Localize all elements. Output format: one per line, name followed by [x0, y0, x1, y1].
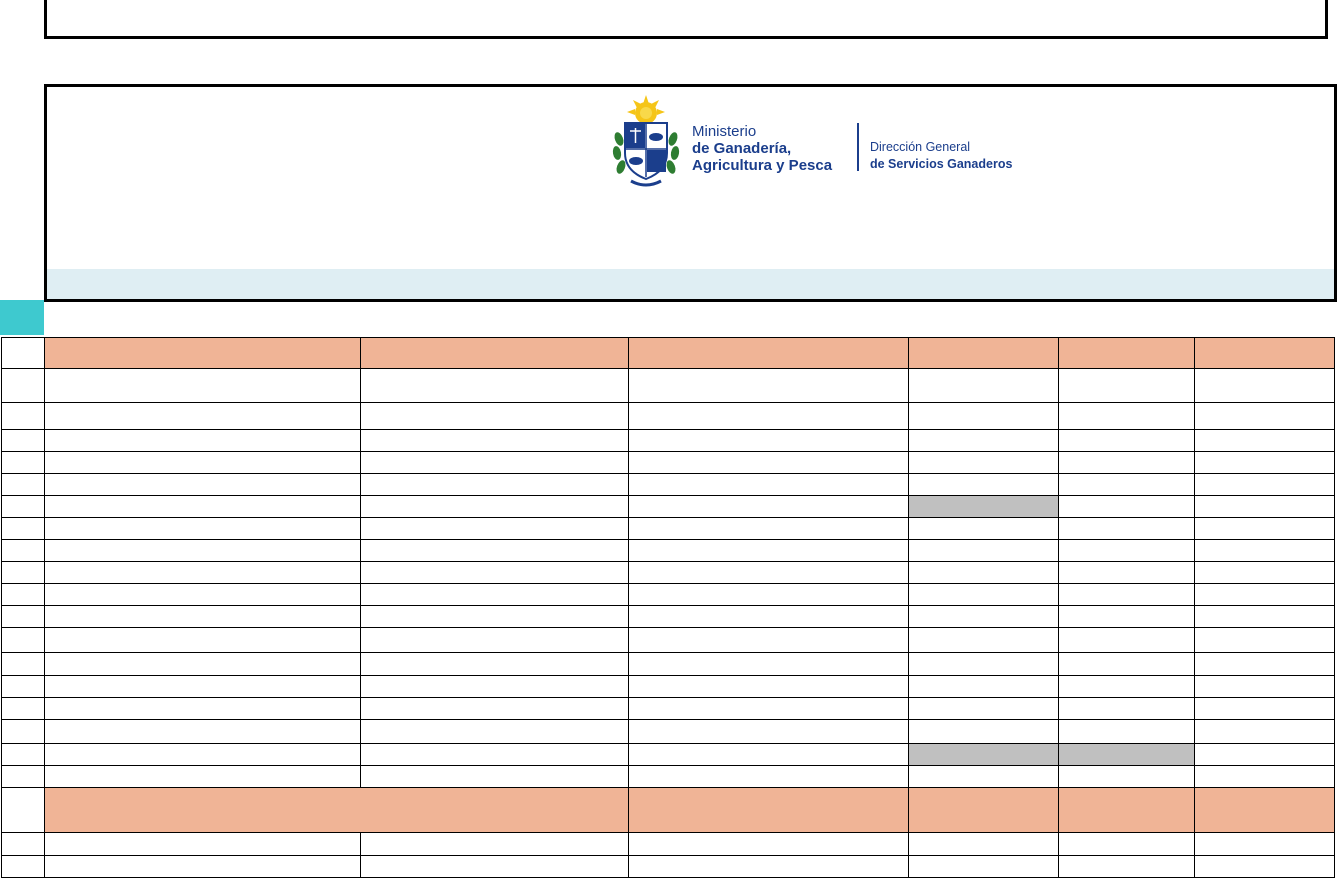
table-cell[interactable]: [361, 606, 629, 628]
row-number[interactable]: [1, 653, 45, 676]
column-header[interactable]: [909, 337, 1059, 369]
top-frame: [44, 0, 1328, 39]
table-cell[interactable]: [629, 856, 909, 878]
table-cell[interactable]: [45, 403, 361, 430]
table-cell[interactable]: [361, 628, 629, 653]
table-cell[interactable]: [1059, 452, 1195, 474]
table-cell[interactable]: [361, 744, 629, 766]
table-cell[interactable]: [361, 452, 629, 474]
coat-of-arms-icon: [601, 95, 691, 191]
table-cell[interactable]: [45, 584, 361, 606]
table-cell[interactable]: [909, 653, 1059, 676]
table-cell[interactable]: [1059, 720, 1195, 744]
row-number[interactable]: [1, 452, 45, 474]
ministry-line-1: Ministerio: [692, 123, 757, 140]
table-cell[interactable]: [629, 496, 909, 518]
row-number[interactable]: [1, 403, 45, 430]
row-number[interactable]: [1, 430, 45, 452]
table-cell[interactable]: [909, 430, 1059, 452]
table-cell[interactable]: [629, 744, 909, 766]
column-header[interactable]: [1195, 337, 1335, 369]
row-number[interactable]: [1, 606, 45, 628]
row-number[interactable]: [1, 698, 45, 720]
table-cell[interactable]: [361, 540, 629, 562]
table-cell[interactable]: [361, 496, 629, 518]
table-cell[interactable]: [629, 628, 909, 653]
table-cell[interactable]: [909, 833, 1059, 856]
row-number[interactable]: [1, 744, 45, 766]
table-cell[interactable]: [629, 606, 909, 628]
table-cell[interactable]: [45, 562, 361, 584]
direction-name: [870, 139, 1012, 173]
ministry-logo: [601, 95, 1041, 191]
table-cell[interactable]: [361, 403, 629, 430]
table-cell[interactable]: [45, 628, 361, 653]
table-cell[interactable]: [1059, 833, 1195, 856]
table-cell[interactable]: [629, 766, 909, 788]
table-cell[interactable]: [45, 540, 361, 562]
ministry-line-2: de Ganadería,: [692, 140, 792, 157]
summary-header-cell[interactable]: [1195, 788, 1335, 833]
row-number[interactable]: [1, 496, 45, 518]
row-number[interactable]: [1, 833, 45, 856]
table-cell[interactable]: [1195, 628, 1335, 653]
ministry-line-3: Agricultura y Pesca: [692, 157, 833, 174]
table-cell[interactable]: [361, 720, 629, 744]
table-cell[interactable]: [1059, 698, 1195, 720]
table-cell[interactable]: [1195, 452, 1335, 474]
table-cell[interactable]: [1059, 856, 1195, 878]
row-number[interactable]: [1, 337, 45, 369]
table-cell[interactable]: [629, 430, 909, 452]
table-cell[interactable]: [909, 766, 1059, 788]
table-cell[interactable]: [1195, 744, 1335, 766]
row-number[interactable]: [1, 628, 45, 653]
table-cell[interactable]: [1195, 496, 1335, 518]
table-cell[interactable]: [1059, 430, 1195, 452]
table-cell[interactable]: [1059, 744, 1195, 766]
table-cell[interactable]: [909, 584, 1059, 606]
table-cell[interactable]: [629, 720, 909, 744]
row-number[interactable]: [1, 562, 45, 584]
table-cell[interactable]: [629, 833, 909, 856]
table-cell[interactable]: [1195, 403, 1335, 430]
table-cell[interactable]: [1195, 474, 1335, 496]
table-cell[interactable]: [45, 766, 361, 788]
table-cell[interactable]: [45, 369, 361, 403]
row-number[interactable]: [1, 856, 45, 878]
table-cell[interactable]: [45, 496, 361, 518]
table-cell[interactable]: [1059, 474, 1195, 496]
table-cell[interactable]: [1059, 518, 1195, 540]
table-cell[interactable]: [1195, 856, 1335, 878]
row-number[interactable]: [1, 788, 45, 833]
table-cell[interactable]: [361, 653, 629, 676]
corner-cell: [0, 300, 44, 335]
table-cell[interactable]: [361, 518, 629, 540]
summary-header-cell[interactable]: [909, 788, 1059, 833]
table-cell[interactable]: [909, 518, 1059, 540]
column-header[interactable]: [629, 337, 909, 369]
table-cell[interactable]: [45, 698, 361, 720]
table-cell[interactable]: [45, 430, 361, 452]
table-cell[interactable]: [909, 676, 1059, 698]
table-cell[interactable]: [1059, 584, 1195, 606]
table-cell[interactable]: [1059, 496, 1195, 518]
table-cell[interactable]: [45, 474, 361, 496]
direction-line-1: Dirección General: [870, 140, 971, 154]
table-cell[interactable]: [909, 474, 1059, 496]
table-cell[interactable]: [629, 369, 909, 403]
table-cell[interactable]: [1195, 653, 1335, 676]
direction-line-2: de Servicios Ganaderos: [870, 157, 1013, 171]
table-cell[interactable]: [909, 606, 1059, 628]
table-cell[interactable]: [45, 833, 361, 856]
row-number[interactable]: [1, 676, 45, 698]
table-cell[interactable]: [629, 474, 909, 496]
report-header: [44, 84, 1337, 302]
table-cell[interactable]: [1195, 518, 1335, 540]
table-cell[interactable]: [361, 562, 629, 584]
row-number[interactable]: [1, 518, 45, 540]
table-cell[interactable]: [45, 744, 361, 766]
row-number[interactable]: [1, 584, 45, 606]
table-cell[interactable]: [629, 518, 909, 540]
row-number[interactable]: [1, 369, 45, 403]
table-cell[interactable]: [1059, 540, 1195, 562]
column-header[interactable]: [361, 337, 629, 369]
table-cell[interactable]: [909, 452, 1059, 474]
table-cell[interactable]: [1195, 540, 1335, 562]
table-cell[interactable]: [1195, 430, 1335, 452]
table-cell[interactable]: [629, 562, 909, 584]
summary-header-cell[interactable]: [629, 788, 909, 833]
table-cell[interactable]: [45, 452, 361, 474]
table-cell[interactable]: [1059, 369, 1195, 403]
table-cell[interactable]: [1059, 606, 1195, 628]
table-cell[interactable]: [1195, 584, 1335, 606]
table-cell[interactable]: [909, 540, 1059, 562]
ministry-name: [692, 123, 832, 174]
table-cell[interactable]: [909, 856, 1059, 878]
table-cell[interactable]: [45, 676, 361, 698]
table-cell[interactable]: [1195, 766, 1335, 788]
table-cell[interactable]: [909, 720, 1059, 744]
table-cell[interactable]: [45, 518, 361, 540]
table-cell[interactable]: [361, 766, 629, 788]
table-cell[interactable]: [1195, 698, 1335, 720]
table-cell[interactable]: [361, 698, 629, 720]
table-cell[interactable]: [1059, 653, 1195, 676]
table-cell[interactable]: [1059, 766, 1195, 788]
table-cell[interactable]: [1059, 403, 1195, 430]
table-cell[interactable]: [45, 856, 361, 878]
table-cell[interactable]: [629, 698, 909, 720]
table-cell[interactable]: [909, 562, 1059, 584]
table-cell[interactable]: [45, 653, 361, 676]
table-cell[interactable]: [1059, 628, 1195, 653]
table-cell[interactable]: [361, 676, 629, 698]
table-cell[interactable]: [45, 606, 361, 628]
table-cell[interactable]: [909, 369, 1059, 403]
row-number[interactable]: [1, 720, 45, 744]
row-number[interactable]: [1, 766, 45, 788]
table-cell[interactable]: [1195, 369, 1335, 403]
table-cell[interactable]: [1195, 606, 1335, 628]
table-cell[interactable]: [629, 653, 909, 676]
table-cell[interactable]: [1195, 562, 1335, 584]
table-cell[interactable]: [629, 403, 909, 430]
table-cell[interactable]: [361, 856, 629, 878]
table-cell[interactable]: [909, 496, 1059, 518]
row-number[interactable]: [1, 540, 45, 562]
table-cell[interactable]: [361, 584, 629, 606]
table-cell[interactable]: [629, 540, 909, 562]
table-cell[interactable]: [909, 403, 1059, 430]
summary-header-cell[interactable]: [45, 788, 629, 833]
table-cell[interactable]: [909, 628, 1059, 653]
column-header[interactable]: [45, 337, 361, 369]
table-cell[interactable]: [361, 474, 629, 496]
table-cell[interactable]: [1195, 720, 1335, 744]
table-cell[interactable]: [361, 369, 629, 403]
table-cell[interactable]: [909, 744, 1059, 766]
logo-divider: [857, 123, 859, 171]
summary-header-cell[interactable]: [1059, 788, 1195, 833]
header-band: [47, 269, 1334, 299]
table-cell[interactable]: [909, 698, 1059, 720]
table-cell[interactable]: [1059, 676, 1195, 698]
table-cell[interactable]: [361, 430, 629, 452]
table-cell[interactable]: [361, 833, 629, 856]
table-cell[interactable]: [45, 720, 361, 744]
table-cell[interactable]: [1195, 676, 1335, 698]
table-cell[interactable]: [1059, 562, 1195, 584]
table-cell[interactable]: [629, 452, 909, 474]
column-header[interactable]: [1059, 337, 1195, 369]
table-cell[interactable]: [1195, 833, 1335, 856]
table-cell[interactable]: [629, 676, 909, 698]
row-number[interactable]: [1, 474, 45, 496]
table-cell[interactable]: [629, 584, 909, 606]
